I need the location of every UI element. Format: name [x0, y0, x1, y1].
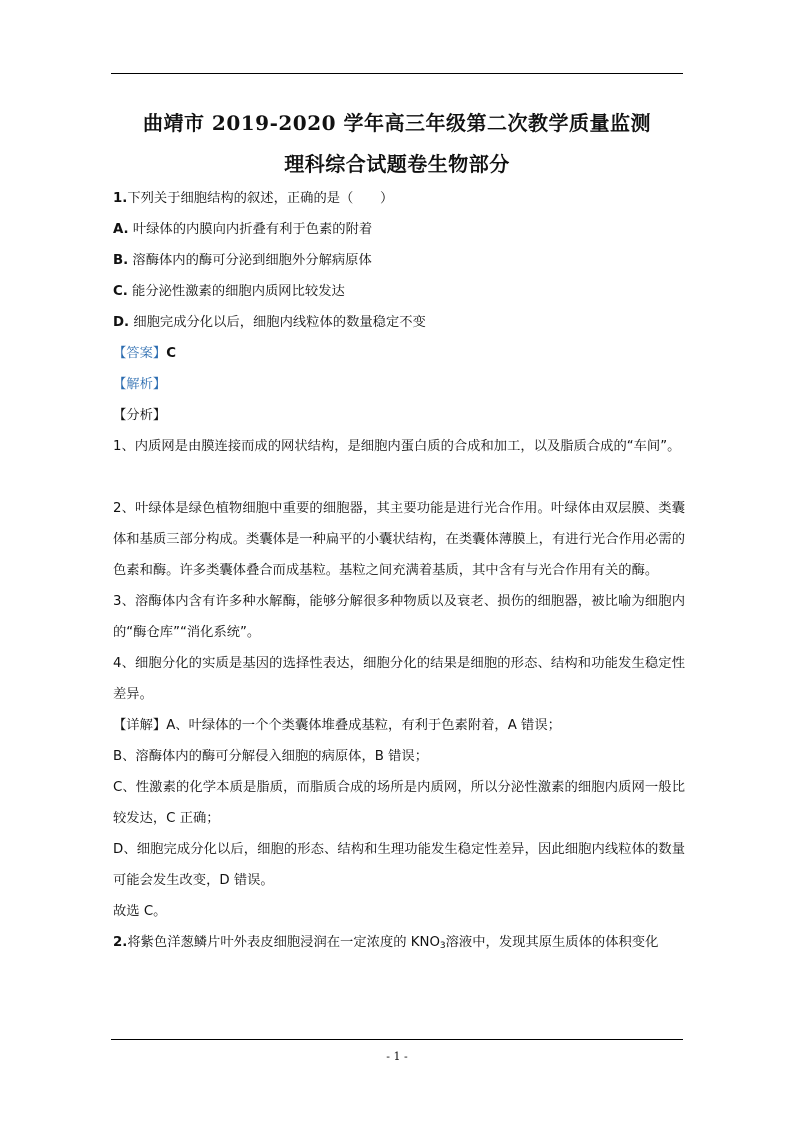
- detail-tag: 【详解】: [113, 718, 167, 733]
- fenxi-heading: 【分析】: [113, 408, 167, 423]
- question-number: 2.: [113, 935, 128, 950]
- answer-tag: 【答案】: [113, 346, 167, 361]
- conclusion: 故选 C。: [113, 904, 167, 919]
- answer-value: C: [166, 346, 176, 361]
- analysis-point-3: 3、溶酶体内含有许多种水解酶，能够分解很多种物质以及衰老、损伤的细胞器，被比喻为细胞内的“酶仓库”“消化系统”。: [113, 594, 685, 640]
- option-a: A. 叶绿体的内膜向内折叠有利于色素的附着: [113, 222, 373, 237]
- subscript: 3: [439, 941, 446, 951]
- analysis-point-1: 1、内质网是由膜连接而成的网状结构，是细胞内蛋白质的合成和加工，以及脂质合成的“车间”。: [113, 439, 681, 454]
- question-2-stem: 2.将紫色洋葱鳞片叶外表皮细胞浸润在一定浓度的 $KNO_3$溶液中，发现其原生质体的体积变化: [113, 935, 659, 951]
- page-number: - 1 -: [386, 1050, 408, 1063]
- header-rule: [111, 73, 683, 74]
- detail-b: B、溶酶体内的酶可分解侵入细胞的病原体，B 错误；: [113, 749, 429, 764]
- document-body: [113, 183, 685, 962]
- paragraph-gap: [113, 462, 685, 493]
- option-c: C. 能分泌性激素的细胞内质网比较发达: [113, 284, 345, 299]
- answer-line: [113, 338, 685, 369]
- analysis-heading: 【解析】: [113, 377, 167, 392]
- question-number: 1.: [113, 191, 128, 206]
- document-subtitle: 理科综合试题卷生物部分: [284, 152, 510, 176]
- analysis-point-2: 2、叶绿体是绿色植物细胞中重要的细胞器，其主要功能是进行光合作用。叶绿体由双层膜、类囊体和基质三部分构成。类囊体是一种扁平的小囊状结构，在类囊体薄膜上，有进行光合作用必需的色素和酶。许多类囊体叠合而成基粒。基粒之间充满着基质，其中含有与光合作用有关的酶。: [113, 501, 685, 578]
- detail-d: D、细胞完成分化以后，细胞的形态、结构和生理功能发生稳定性差异，因此细胞内线粒体的数量可能会发生改变，D 错误。: [113, 842, 685, 888]
- document-title: 曲靖市 2019-2020 学年高三年级第二次教学质量监测: [142, 111, 652, 135]
- detail-c: C、性激素的化学本质是脂质，而脂质合成的场所是内质网，所以分泌性激素的细胞内质网一般比较发达，C 正确；: [113, 780, 685, 826]
- footer-rule: [111, 1039, 683, 1040]
- analysis-point-4: 4、细胞分化的实质是基因的选择性表达，细胞分化的结果是细胞的形态、结构和功能发生稳定性差异。: [113, 656, 685, 702]
- option-b: B. 溶酶体内的酶可分泌到细胞外分解病原体: [113, 253, 372, 268]
- question-1-stem: 1.下列关于细胞结构的叙述，正确的是（ ）: [113, 191, 394, 206]
- detail-a: 【详解】A、叶绿体的一个个类囊体堆叠成基粒，有利于色素附着，A 错误；: [113, 718, 561, 733]
- option-d: D. 细胞完成分化以后，细胞内线粒体的数量稳定不变: [113, 315, 426, 330]
